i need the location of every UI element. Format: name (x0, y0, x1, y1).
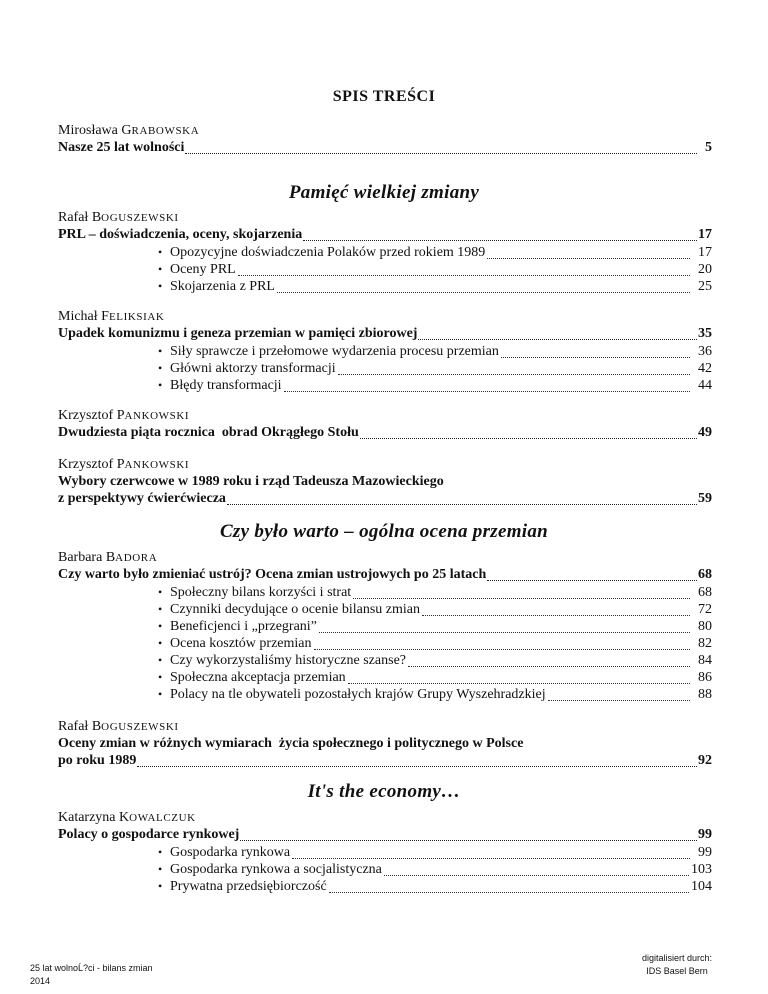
toc-subentry[interactable] (158, 378, 712, 396)
subentry-title: Ocena kosztów przemian (170, 636, 312, 651)
toc-entry[interactable] (58, 326, 712, 344)
page-number: 44 (698, 378, 712, 393)
author-surname-rest: ADORA (115, 552, 158, 564)
entry-title: Dwudziesta piąta rocznica obrad Okrągłego Stołu (58, 425, 359, 440)
footer-source-title: 25 lat wolnoĹ?ci - bilans zmian (30, 963, 153, 973)
toc-entry-line-1[interactable] (58, 736, 712, 754)
author-surname-initial: G (121, 123, 132, 138)
dot-leader (360, 428, 697, 439)
bullet-icon: • (158, 378, 163, 392)
entry-title: PRL – doświadczenia, oceny, skojarzenia (58, 227, 303, 242)
subentry-title: Polacy na tle obywateli pozostałych krajów Grupy Wyszehradzkiej (170, 687, 546, 702)
page-number: 17 (698, 245, 712, 260)
dot-leader (329, 882, 689, 893)
bullet-icon: • (158, 670, 163, 684)
toc-subentry[interactable] (158, 361, 712, 379)
toc-subentry[interactable] (158, 670, 712, 688)
page-number: 49 (698, 425, 712, 440)
toc-subentry[interactable] (158, 879, 712, 897)
bullet-icon: • (158, 879, 163, 893)
subentry-title: Błędy transformacji (170, 378, 282, 393)
author-surname-initial: K (119, 810, 130, 825)
entry-title-continued: z perspektywy ćwierćwiecza (58, 491, 226, 506)
page-number: 92 (698, 753, 712, 768)
subentry-title: Społeczna akceptacja przemian (170, 670, 346, 685)
subentry-title: Siły sprawcze i przełomowe wydarzenia procesu przemian (170, 344, 499, 359)
dot-leader (185, 143, 697, 154)
dot-leader (277, 282, 690, 293)
author-name (58, 457, 189, 473)
dot-leader (240, 830, 697, 841)
toc-title: SPIS TREŚCI (332, 88, 436, 105)
toc-subentry[interactable] (158, 344, 712, 362)
page-number: 42 (698, 361, 712, 376)
section-heading: It's the economy… (307, 781, 461, 802)
dot-leader (227, 494, 697, 505)
subentry-title: Gospodarka rynkowa (170, 845, 291, 860)
bullet-icon: • (158, 636, 163, 650)
section-heading: Czy było warto – ogólna ocena przemian (219, 521, 549, 542)
toc-subentry[interactable] (158, 619, 712, 637)
subentry-title: Gospodarka rynkowa a socjalistyczna (170, 862, 382, 877)
subentry-title: Społeczny bilans korzyści i strat (170, 585, 352, 600)
author-name (58, 810, 196, 826)
subentry-title: Czy wykorzystaliśmy historyczne szanse? (170, 653, 406, 668)
bullet-icon: • (158, 262, 163, 276)
subentry-title: Skojarzenia z PRL (170, 279, 275, 294)
dot-leader (548, 690, 690, 701)
toc-subentry[interactable] (158, 653, 712, 671)
toc-entry[interactable] (58, 140, 712, 158)
subentry-title: Oceny PRL (170, 262, 236, 277)
author-first-name: Rafał (58, 719, 89, 734)
entry-title: Upadek komunizmu i geneza przemian w pamięci zbiorowej (58, 326, 418, 341)
toc-entry[interactable] (58, 227, 712, 245)
entry-title-continued: po roku 1989 (58, 753, 137, 768)
section-heading: Pamięć wielkiej zmiany (288, 182, 480, 203)
dot-leader (348, 673, 690, 684)
page-number: 68 (698, 567, 712, 582)
dot-leader (501, 347, 690, 358)
author-surname-initial: B (91, 210, 102, 225)
author-surname-initial: P (116, 408, 125, 423)
author-first-name: Rafał (58, 210, 89, 225)
dot-leader (238, 265, 690, 276)
dot-leader (292, 848, 690, 859)
author-surname-initial: P (116, 457, 125, 472)
dot-leader (384, 865, 689, 876)
toc-subentry[interactable] (158, 585, 712, 603)
dot-leader (487, 248, 690, 259)
author-surname-initial: B (105, 550, 116, 565)
author-surname-rest: RABOWSKA (131, 125, 200, 137)
bullet-icon: • (158, 653, 163, 667)
page-number: 5 (705, 140, 712, 155)
page-number: 82 (698, 636, 712, 651)
page-number: 103 (691, 862, 712, 877)
toc-subentry[interactable] (158, 636, 712, 654)
toc-subentry[interactable] (158, 602, 712, 620)
toc-subentry[interactable] (158, 279, 712, 297)
toc-subentry[interactable] (158, 262, 712, 280)
bullet-icon: • (158, 602, 163, 616)
author-surname-rest: ANKOWSKI (124, 459, 190, 471)
dot-leader (314, 639, 691, 650)
page-number: 35 (698, 326, 712, 341)
bullet-icon: • (158, 619, 163, 633)
dot-leader (319, 622, 690, 633)
toc-subentry[interactable] (158, 245, 712, 263)
page-number: 99 (698, 827, 712, 842)
toc-entry[interactable] (58, 567, 712, 585)
author-first-name: Katarzyna (58, 810, 116, 825)
entry-title: Nasze 25 lat wolności (58, 140, 185, 155)
dot-leader (303, 230, 697, 241)
author-name (58, 309, 164, 325)
author-surname-rest: OWALCZUK (129, 812, 196, 824)
bullet-icon: • (158, 344, 163, 358)
dot-leader (338, 364, 690, 375)
entry-title: Oceny zmian w różnych wymiarach życia społecznego i politycznego w Polsce (58, 736, 524, 751)
footer-source (30, 962, 153, 988)
toc-entry-line-1[interactable] (58, 474, 712, 492)
subentry-title: Beneficjenci i „przegrani” (170, 619, 317, 634)
author-name (58, 719, 179, 735)
author-surname-rest: ANKOWSKI (124, 410, 190, 422)
toc-entry[interactable] (58, 425, 712, 443)
page-number: 86 (698, 670, 712, 685)
entry-title: Polacy o gospodarce rynkowej (58, 827, 240, 842)
author-surname-rest: OGUSZEWSKI (101, 721, 179, 733)
page-number: 72 (698, 602, 712, 617)
dot-leader (422, 605, 690, 616)
toc-subentry[interactable] (158, 845, 712, 863)
dot-leader (408, 656, 690, 667)
dot-leader (487, 570, 697, 581)
author-name (58, 408, 189, 424)
footer-digitized-by: IDS Basel Bern (646, 966, 708, 976)
footer-source-year: 2014 (30, 976, 51, 986)
toc-subentry[interactable] (158, 687, 712, 705)
toc-entry[interactable] (58, 827, 712, 845)
dot-leader (353, 588, 690, 599)
bullet-icon: • (158, 862, 163, 876)
page-number: 20 (698, 262, 712, 277)
author-name (58, 123, 199, 139)
toc-subentry[interactable] (158, 862, 712, 880)
bullet-icon: • (158, 361, 163, 375)
author-first-name: Mirosława (58, 123, 118, 138)
author-first-name: Michał (58, 309, 98, 324)
author-surname-initial: F (101, 309, 109, 324)
subentry-title: Czynniki decydujące o ocenie bilansu zmian (170, 602, 420, 617)
page-number: 68 (698, 585, 712, 600)
toc-entry[interactable] (58, 753, 712, 771)
bullet-icon: • (158, 687, 163, 701)
page-number: 17 (698, 227, 712, 242)
bullet-icon: • (158, 279, 163, 293)
footer-digitized-label: digitalisiert durch: (641, 953, 712, 963)
dot-leader (284, 381, 690, 392)
author-first-name: Krzysztof (58, 408, 114, 423)
page-number: 88 (698, 687, 712, 702)
entry-title: Czy warto było zmieniać ustrój? Ocena zmian ustrojowych po 25 latach (58, 567, 487, 582)
page-number: 84 (698, 653, 712, 668)
dot-leader (137, 756, 697, 767)
subentry-title: Główni aktorzy transformacji (170, 361, 336, 376)
footer-digitized (642, 952, 712, 978)
bullet-icon: • (158, 245, 163, 259)
page-number: 59 (698, 491, 712, 506)
page-number: 36 (698, 344, 712, 359)
subentry-title: Prywatna przedsiębiorczość (170, 879, 327, 894)
page-number: 80 (698, 619, 712, 634)
page-number: 104 (691, 879, 712, 894)
author-name (58, 210, 179, 226)
author-name (58, 550, 157, 566)
author-first-name: Barbara (58, 550, 103, 565)
dot-leader (418, 329, 697, 340)
subentry-title: Opozycyjne doświadczenia Polaków przed rokiem 1989 (170, 245, 486, 260)
page-number: 99 (698, 845, 712, 860)
page-number: 25 (698, 279, 712, 294)
author-surname-initial: B (91, 719, 102, 734)
bullet-icon: • (158, 585, 163, 599)
entry-title: Wybory czerwcowe w 1989 roku i rząd Tadeusza Mazowieckiego (58, 474, 444, 489)
author-surname-rest: ELIKSIAK (108, 311, 165, 323)
bullet-icon: • (158, 845, 163, 859)
toc-entry[interactable] (58, 491, 712, 509)
author-surname-rest: OGUSZEWSKI (101, 212, 179, 224)
author-first-name: Krzysztof (58, 457, 114, 472)
